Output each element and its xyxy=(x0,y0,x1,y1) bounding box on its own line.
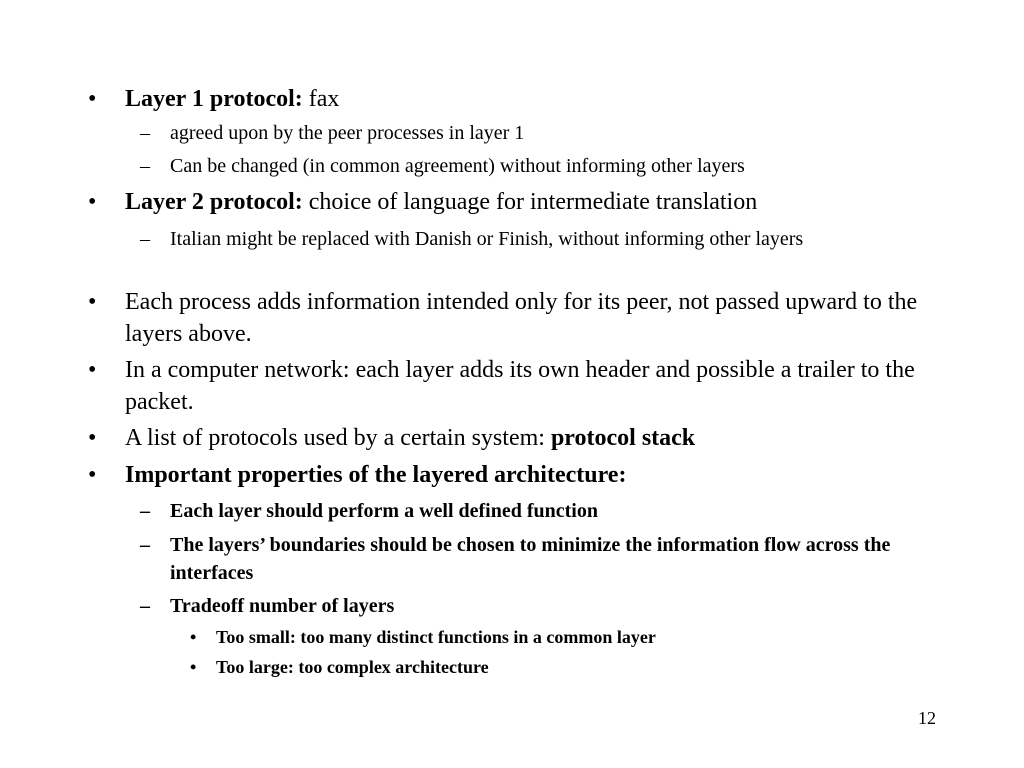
item-text: A list of protocols used by a certain system: xyxy=(125,425,551,451)
item-emphasis: protocol stack xyxy=(550,425,696,451)
sub-item-text: Each layer should perform a well defined function xyxy=(170,500,598,522)
sub-sub-item-text: Too large: too complex architecture xyxy=(216,657,489,677)
sub-item-text: Tradeoff number of layers xyxy=(170,595,395,617)
bullet-marker: • xyxy=(190,657,197,677)
bullet-marker: • xyxy=(88,189,97,215)
sub-list-item xyxy=(140,497,930,525)
bullet-marker: • xyxy=(88,425,97,451)
bullet-marker: • xyxy=(88,86,97,112)
sub-sub-list-item xyxy=(190,655,916,679)
sub-sub-item-text: Too small: too many distinct functions in a common layer xyxy=(216,627,656,647)
item-heading: Layer 1 protocol: xyxy=(125,86,303,112)
list-item xyxy=(88,286,925,350)
sub-item-text: Can be changed (in common agreement) without informing other layers xyxy=(170,155,745,177)
sub-item-text: agreed upon by the peer processes in layer 1 xyxy=(170,122,525,144)
sub-list-item xyxy=(140,119,930,147)
dash-marker: – xyxy=(140,122,150,144)
dash-marker: – xyxy=(140,534,150,556)
list-item xyxy=(88,83,925,115)
list-item xyxy=(88,354,925,418)
item-text: In a computer network: each layer adds its own header and possible a trailer to the packet. xyxy=(125,357,915,415)
item-text: choice of language for intermediate translation xyxy=(302,189,758,215)
bullet-marker: • xyxy=(88,462,97,488)
dash-marker: – xyxy=(140,500,150,522)
list-item xyxy=(88,459,925,491)
sub-list-item xyxy=(140,225,930,253)
sub-sub-list-item xyxy=(190,625,916,649)
list-item xyxy=(88,186,925,218)
list-item xyxy=(88,422,925,454)
item-heading: Important properties of the layered architecture: xyxy=(125,462,627,488)
bullet-marker: • xyxy=(88,289,97,315)
sub-item-text: Italian might be replaced with Danish or Finish, without informing other layers xyxy=(170,228,804,250)
bullet-marker: • xyxy=(88,357,97,383)
sub-list-item xyxy=(140,531,930,587)
sub-item-text: The layers’ boundaries should be chosen to minimize the information flow across the interfaces xyxy=(170,534,891,584)
bullet-marker: • xyxy=(190,627,197,647)
item-text: fax xyxy=(302,86,340,112)
page-number: 12 xyxy=(918,708,936,728)
dash-marker: – xyxy=(140,155,150,177)
sub-list-item xyxy=(140,592,930,620)
dash-marker: – xyxy=(140,595,150,617)
item-text: Each process adds information intended only for its peer, not passed upward to the layers above. xyxy=(125,289,918,347)
item-heading: Layer 2 protocol: xyxy=(125,189,303,215)
dash-marker: – xyxy=(140,228,150,250)
sub-list-item xyxy=(140,152,930,180)
